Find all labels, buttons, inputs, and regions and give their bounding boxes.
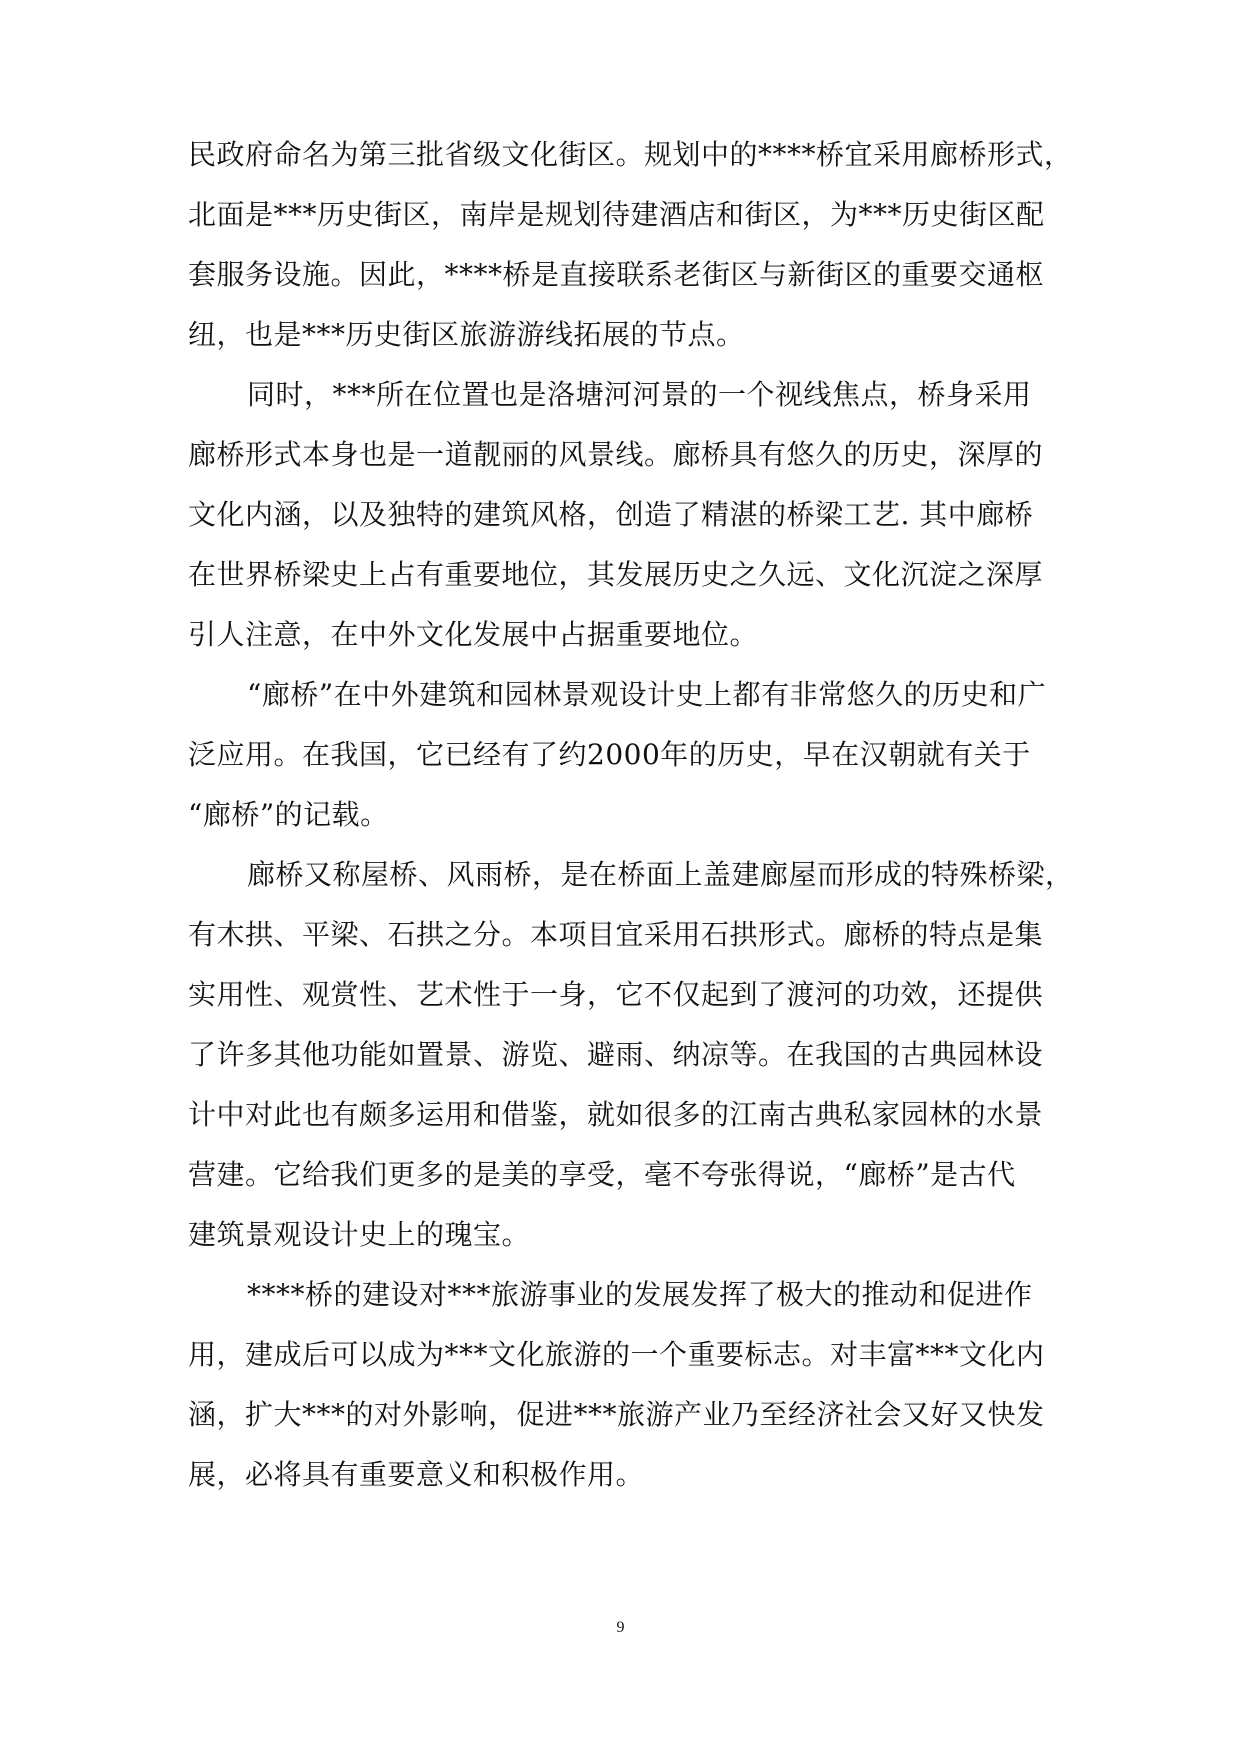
text-line: ****桥的建设对***旅游事业的发展发挥了极大的推动和促进作 bbox=[247, 1278, 1033, 1311]
text-line: 了许多其他功能如置景、游览、避雨、纳凉等。在我国的古典园林设 bbox=[188, 1038, 1044, 1071]
text-line: “廊桥”在中外建筑和园林景观设计史上都有非常悠久的历史和广 bbox=[247, 678, 1047, 711]
text-line: 计中对此也有颇多运用和借鉴，就如很多的江南古典私家园林的水景 bbox=[188, 1098, 1044, 1131]
text-line: 民政府命名为第三批省级文化街区。规划中的****桥宜采用廊桥形式， bbox=[188, 138, 1073, 171]
text-line: 建筑景观设计史上的瑰宝。 bbox=[188, 1218, 531, 1251]
text-line: 廊桥又称屋桥、风雨桥，是在桥面上盖建廊屋而形成的特殊桥梁， bbox=[247, 858, 1074, 891]
text-line: 纽，也是***历史街区旅游游线拓展的节点。 bbox=[188, 318, 745, 351]
text-line: 有木拱、平梁、石拱之分。本项目宜采用石拱形式。廊桥的特点是集 bbox=[188, 918, 1044, 951]
text-line: “廊桥”的记载。 bbox=[188, 798, 389, 831]
text-line: 套服务设施。因此，****桥是直接联系老街区与新街区的重要交通枢 bbox=[188, 258, 1045, 291]
text-line: 展，必将具有重要意义和积极作用。 bbox=[188, 1458, 645, 1491]
page-number: 9 bbox=[616, 1619, 625, 1636]
text-line: 廊桥形式本身也是一道靓丽的风景线。廊桥具有悠久的历史，深厚的 bbox=[188, 438, 1044, 471]
text-line: 引人注意，在中外文化发展中占据重要地位。 bbox=[188, 618, 759, 651]
text-line: 营建。它给我们更多的是美的享受，毫不夸张得说，“廊桥”是古代 bbox=[188, 1158, 1016, 1191]
text-line: 实用性、观赏性、艺术性于一身，它不仅起到了渡河的功效，还提供 bbox=[188, 978, 1044, 1011]
text-line: 涵，扩大***的对外影响，促进***旅游产业乃至经济社会又好又快发 bbox=[188, 1398, 1045, 1431]
text-line: 用，建成后可以成为***文化旅游的一个重要标志。对丰富***文化内 bbox=[188, 1338, 1045, 1371]
text-line: 北面是***历史街区，南岸是规划待建酒店和街区，为***历史街区配 bbox=[188, 198, 1045, 231]
text-line: 文化内涵，以及独特的建筑风格，创造了精湛的桥梁工艺. 其中廊桥 bbox=[188, 498, 1034, 531]
text-line: 同时，***所在位置也是洛塘河河景的一个视线焦点，桥身采用 bbox=[247, 378, 1032, 411]
text-line: 在世界桥梁史上占有重要地位，其发展历史之久远、文化沉淀之深厚 bbox=[188, 558, 1044, 591]
text-line: 泛应用。在我国，它已经有了约2000年的历史，早在汉朝就有关于 bbox=[188, 738, 1031, 771]
